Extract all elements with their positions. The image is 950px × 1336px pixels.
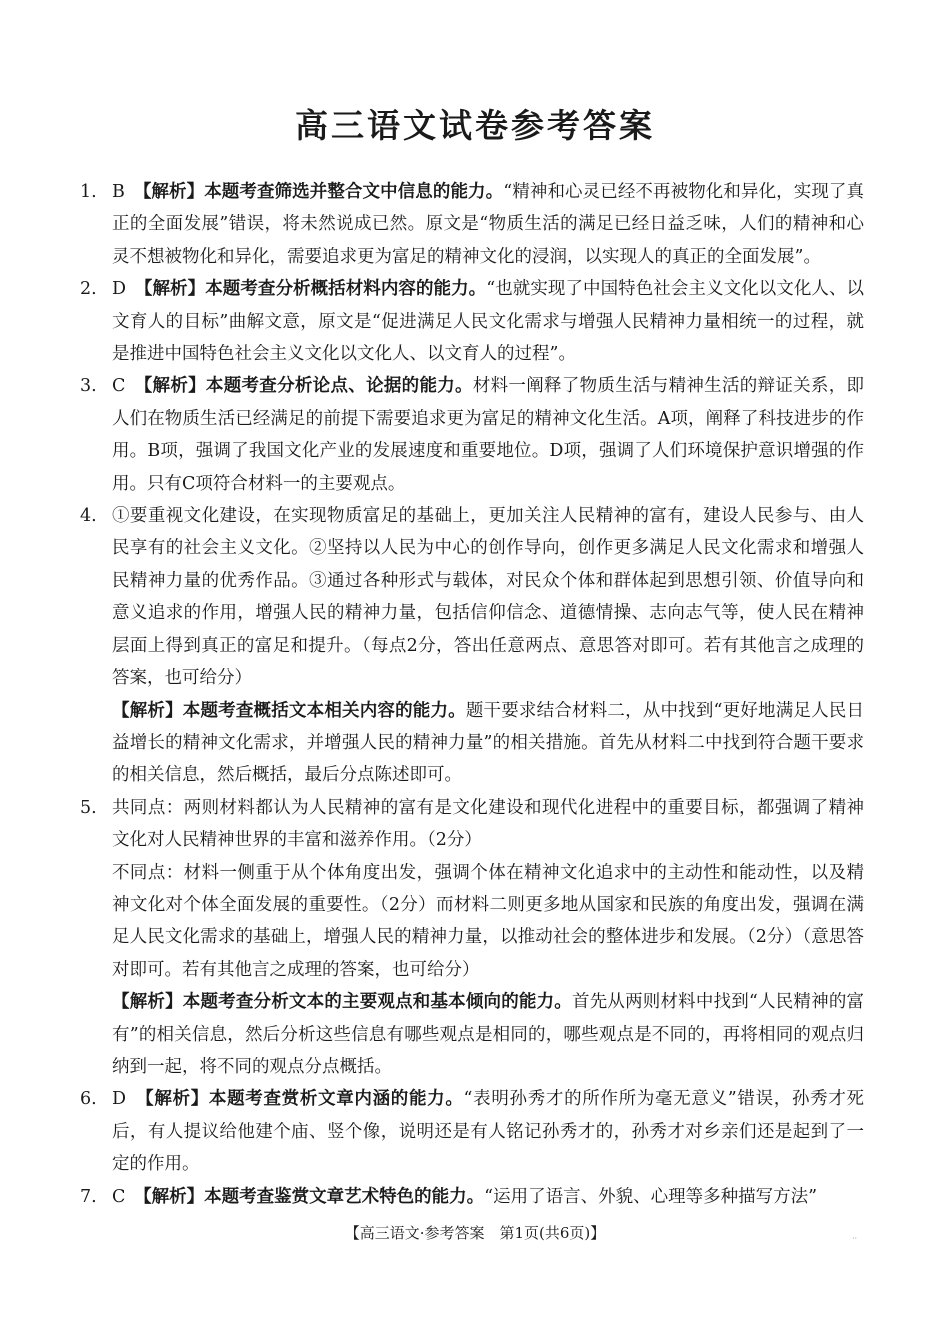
- analysis-body: 材料一阐释了物质生活与精神生活的辩证关系，即人们在物质生活已经满足的前提下需要追求更为富足的精神文化生活。A项，阐释了科技进步的作用。B项，强调了我国文化产业的发展速度和重要地位。D项，强调了人们环境保护意识增强的作用。只有C项符合材料一的主要观点。: [112, 376, 865, 494]
- question-number: 7.: [80, 1186, 97, 1207]
- answer-choice: C: [112, 1186, 126, 1207]
- question-number: 6.: [80, 1089, 97, 1110]
- analysis-body: 首先从两则材料中找到“人民精神的富有”的相关信息，然后分析这些信息有哪些观点是相同的，哪些观点是不同的，再将相同的观点归纳到一起，将不同的观点分点概括。: [112, 992, 865, 1077]
- analysis-tag: 【解析】: [142, 1186, 205, 1207]
- question-number: 1.: [80, 182, 97, 202]
- analysis-body: “表明孙秀才的所作所为毫无意义”错误，孙秀才死后，有人提议给他建个庙、竖个像，说明还是有人铭记孙秀才的，孙秀才对乡亲们还是起到了一定的作用。: [112, 1089, 864, 1175]
- answer-content: [80, 176, 865, 1213]
- answer-choice: C: [112, 376, 126, 397]
- analysis-heading: 本题考查赏析文章内涵的能力。: [208, 1089, 464, 1110]
- question-5-analysis: [112, 986, 864, 1083]
- question-1: [80, 176, 865, 273]
- analysis-body: “运用了语言、外貌、心理等多种描写方法”: [484, 1186, 818, 1207]
- question-7: [80, 1181, 864, 1213]
- question-number: 2.: [80, 279, 97, 300]
- analysis-heading: 本题考查分析文本的主要观点和基本倾向的能力。: [182, 992, 572, 1013]
- question-number: 4.: [80, 506, 97, 527]
- analysis-tag: 【解析】: [143, 376, 206, 397]
- answer-common-points: 共同点：两则材料都认为人民精神的富有是文化建设和现代化进程中的重要目标，都强调了精神文化对人民精神世界的丰富和滋养作用。（2分）: [112, 797, 864, 851]
- question-5: [80, 792, 864, 857]
- analysis-heading: 本题考查概括文本相关内容的能力。: [182, 700, 466, 721]
- answer-choice: B: [112, 182, 125, 202]
- analysis-heading: 本题考查分析论点、论据的能力。: [205, 376, 473, 397]
- analysis-body: “也就实现了中国特色社会主义文化以文化人、以文育人的目标”曲解文意，原文是“促进满足人民文化需求与增强人民精神力量相统一的过程，就是推进中国特色社会主义文化以文化人、以文育人的过程”。: [112, 279, 865, 365]
- analysis-tag: 【解析】: [144, 1089, 209, 1110]
- analysis-tag: 【解析】: [143, 279, 206, 300]
- corner-mark: ··: [852, 1234, 858, 1243]
- analysis-heading: 本题考查筛选并整合文中信息的能力。: [204, 182, 504, 202]
- question-4: [80, 500, 864, 694]
- analysis-body: “精神和心灵已经不再被物化和异化，实现了真正的全面发展”错误，将未然说成已然。原文是“物质生活的满足已经日益乏味，人们的精神和心灵不想被物化和异化，需要追求更为富足的精神文化的浸润，以实现人的真正的全面发展”。: [112, 182, 865, 267]
- question-6: [80, 1083, 864, 1180]
- analysis-body: 题干要求结合材料二，从中找到“更好地满足人民日益增长的精神文化需求，并增强人民的精神力量”的相关措施。首先从材料二中找到符合题干要求的相关信息，然后概括，最后分点陈述即可。: [112, 700, 865, 786]
- answer-differences: 不同点：材料一侧重于从个体角度出发，强调个体在精神文化追求中的主动性和能动性，以及精神文化对个体全面发展的重要性。（2分）而材料二则更多地从国家和民族的角度出发，强调在满足人民文化需求的基础上，增强人民的精神力量，以推动社会的整体进步和发展。（2分）（意思答对即可。若有其他言之成理的答案，也可给分）: [112, 862, 864, 980]
- question-2: [80, 273, 865, 370]
- analysis-tag: 【解析】: [112, 992, 183, 1013]
- page-title: 高三语文试卷参考答案: [295, 106, 655, 145]
- answer-text: ①要重视文化建设，在实现物质富足的基础上，更加关注人民精神的富有，建设人民参与、由人民享有的社会主义文化。②坚持以人民为中心的创作导向，创作更多满足人民文化需求和增强人民精神力量的优秀作品。③通过各种形式与载体，对民众个体和群体起到思想引领、价值导向和意义追求的作用，增强人民的精神力量，包括信仰信念、道德情操、志向志气等，使人民在精神层面上得到真正的富足和提升。（每点2分，答出任意两点、意思答对即可。若有其他言之成理的答案，也可给分）: [112, 506, 864, 689]
- analysis-tag: 【解析】: [142, 182, 205, 202]
- answer-choice: D: [112, 1089, 127, 1110]
- page-footer: 【高三语文·参考答案 第1页(共6页)】: [344, 1224, 606, 1242]
- question-3: [80, 370, 865, 500]
- question-number: 5.: [80, 797, 97, 818]
- answer-choice: D: [112, 279, 127, 300]
- analysis-tag: 【解析】: [112, 700, 183, 721]
- analysis-heading: 本题考查分析概括材料内容的能力。: [205, 279, 487, 300]
- analysis-heading: 本题考查鉴赏文章艺术特色的能力。: [204, 1186, 485, 1207]
- question-number: 3.: [80, 376, 97, 397]
- question-4-analysis: [112, 695, 864, 792]
